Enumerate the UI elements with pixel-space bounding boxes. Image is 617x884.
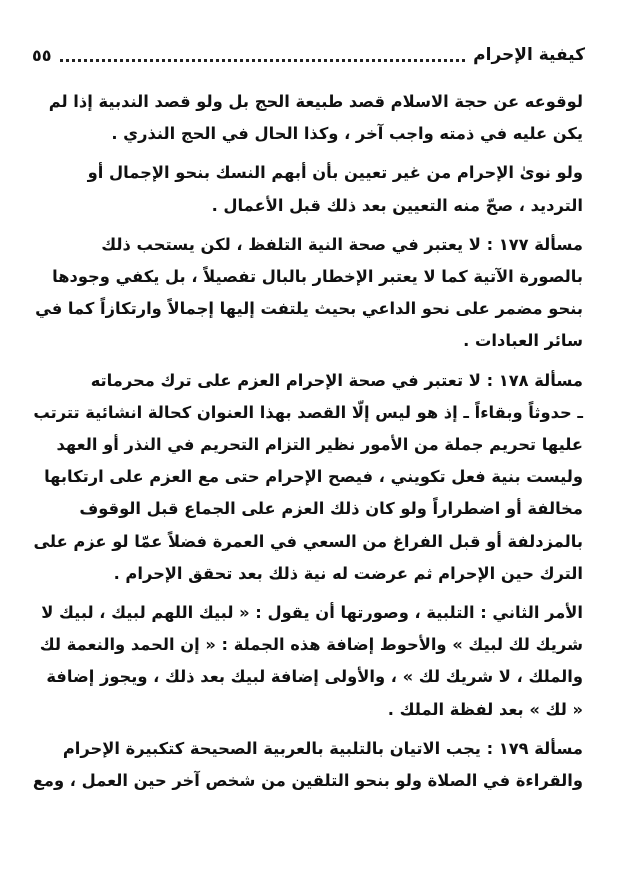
text-line: الترك حين الإحرام ثم عرضت له نية ذلك بعد تحقق الإحرام . [113, 563, 583, 583]
text-line: مسألة ١٧٧ : لا يعتبر في صحة النية التلفظ ، لكن يستحب ذلك [101, 234, 583, 254]
text-line: ـ حدوثاً وبقاءاً ـ إذ هو ليس إلّا القصد بهذا العنوان كحالة انشائية تترتب [33, 402, 583, 422]
page-number: ٥٥ [32, 45, 52, 65]
page-body [30, 86, 583, 797]
text-line: عليها تحريم جملة من الأمور نظير التزام التحريم في النذر أو العهد [56, 435, 583, 455]
text-line: مسألة ١٧٨ : لا تعتبر في صحة الإحرام العزم على ترك محرماته [90, 370, 583, 390]
text-line: والقراءة في الصلاة ولو بنحو التلقين من شخص آخر حين العمل ، ومع [32, 771, 583, 791]
text-line: بالصورة الآتية كما لا يعتبر الإخطار بالبال تفصيلاً ، بل يكفي وجودها [52, 267, 583, 287]
text-line: شريك لك لبيك » والأحوط إضافة هذه الجملة : « إن الحمد والنعمة لك [39, 635, 583, 655]
leader-dots [60, 49, 466, 62]
paragraph [30, 86, 583, 150]
paragraph [30, 597, 583, 726]
text-line: الترديد ، صحّ منه التعيين بعد ذلك قبل الأعمال . [211, 195, 583, 215]
text-line: « لك » بعد لفظة الملك . [387, 699, 583, 719]
text-line: بالمزدلفة أو قبل الفراغ من السعي في العمرة فضلاً عمّا لو عزم على [33, 531, 583, 551]
text-line: يكن عليه في ذمته واجب آخر ، وكذا الحال في الحج النذري . [111, 124, 583, 144]
text-line: الأمر الثاني : التلبية ، وصورتها أن يقول : « لبيك اللهم لبيك ، لبيك لا [41, 603, 583, 623]
text-line: ولو نوىٰ الإحرام من غير تعيين بأن أبهم النسك بنحو الإجمال أو [87, 163, 583, 183]
text-line: مخالفة أو اضطراراً ولو كان ذلك العزم على الجماع قبل الوقوف [79, 499, 583, 519]
running-header [32, 38, 585, 72]
text-line: مسألة ١٧٩ : يجب الاتيان بالتلبية بالعربية الصحيحة كتكبيرة الإحرام [62, 738, 583, 758]
text-line: وليست بنية فعل تكويني ، فيصح الإحرام حتى مع العزم على ارتكابها [44, 467, 583, 487]
paragraph [30, 365, 583, 590]
chapter-title: كيفية الإحرام [473, 45, 585, 65]
paragraph [30, 229, 583, 358]
paragraph [30, 733, 583, 797]
text-line: بنحو مضمر على نحو الداعي بحيث يلتفت إليها إجمالاً وارتكازاً كما في [35, 299, 583, 319]
text-line: سائر العبادات . [463, 331, 583, 351]
text-line: والملك ، لا شريك لك » ، والأولى إضافة لبيك بعد ذلك ، ويجوز إضافة [46, 667, 583, 687]
paragraph [30, 157, 583, 221]
text-line: لوقوعه عن حجة الاسلام قصد طبيعة الحج بل ولو قصد الندبية إذا لم [48, 92, 583, 111]
